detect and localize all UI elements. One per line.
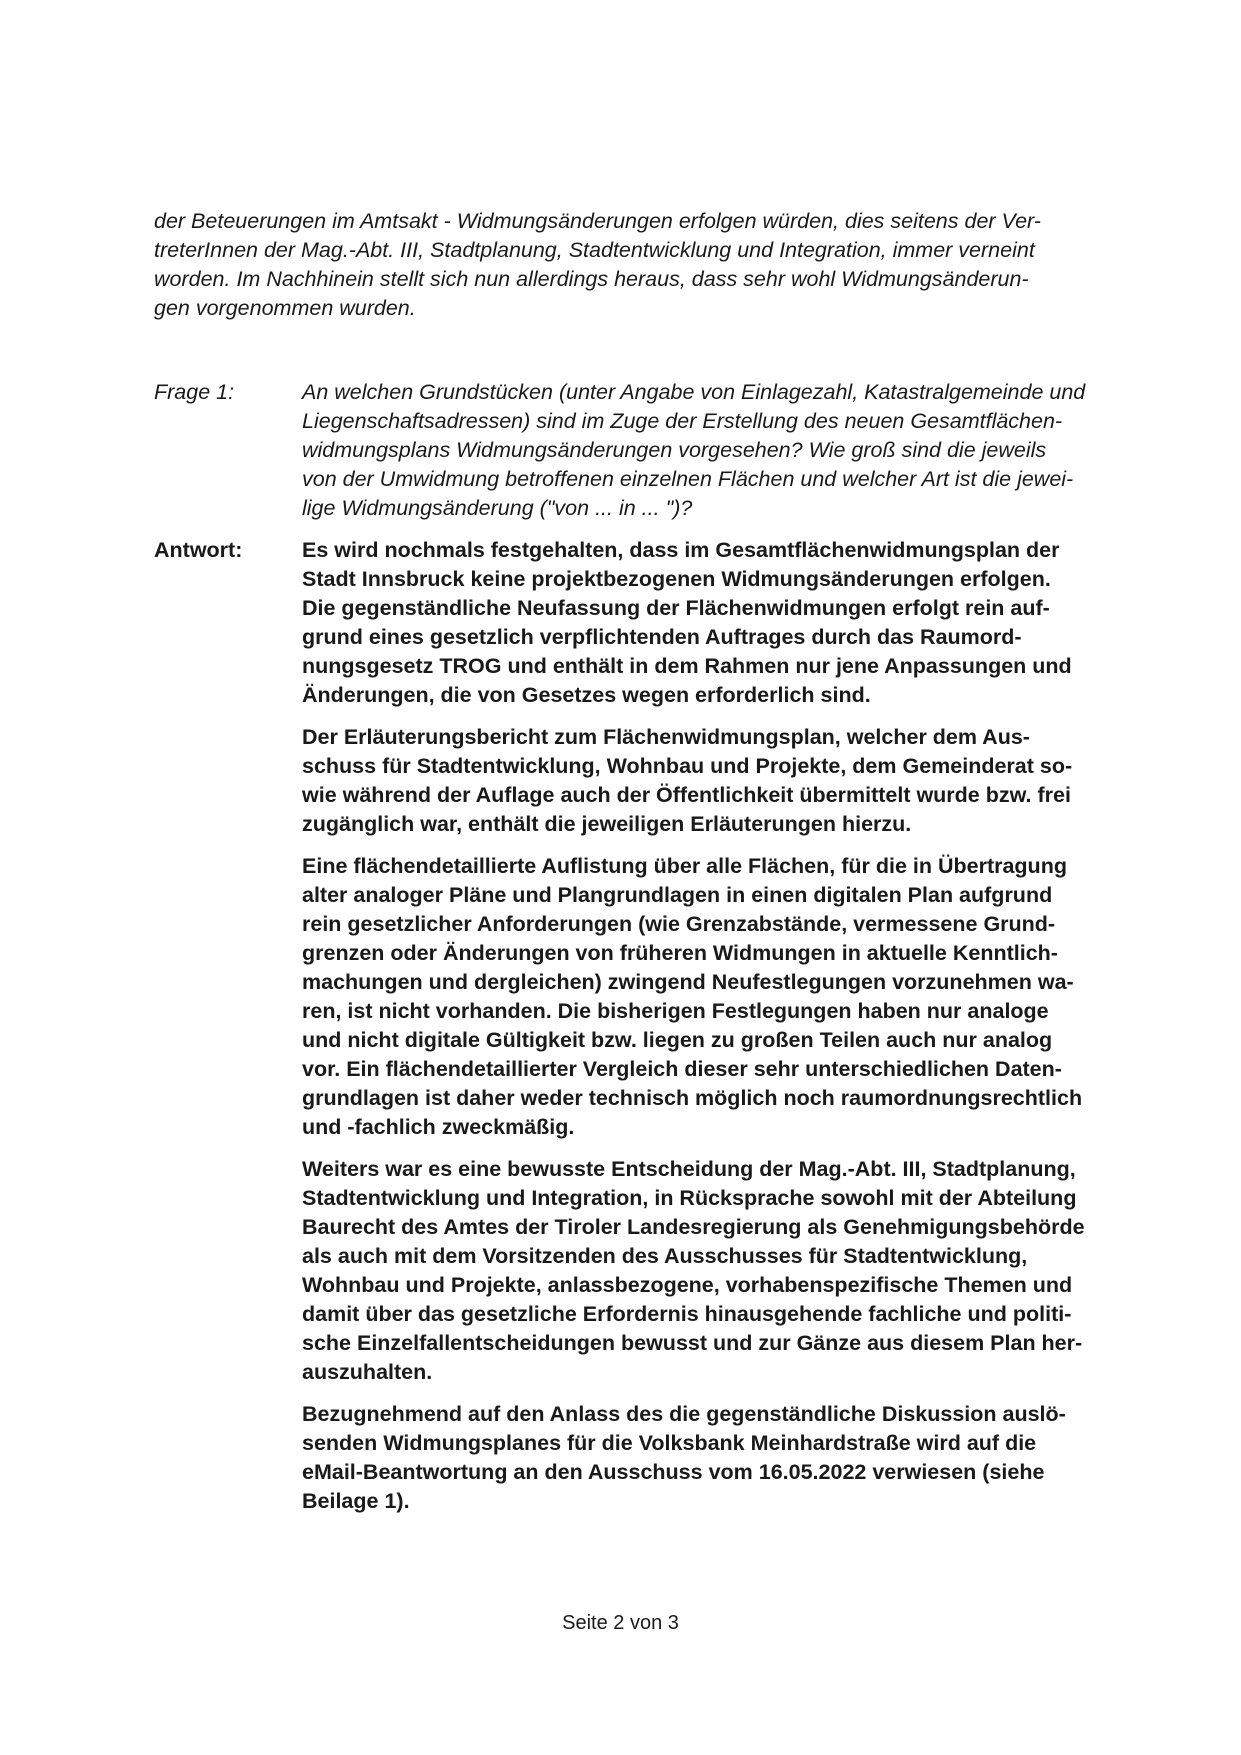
answer-line: nungsgesetz TROG und enthält in dem Rahmen nur jene Anpassungen und — [302, 654, 1072, 678]
answer-label: Antwort: — [154, 538, 243, 562]
answer-line: Eine flächendetaillierte Auflistung über alle Flächen, für die in Übertragung — [302, 854, 1067, 878]
answer-line: wie während der Auflage auch der Öffentlichkeit übermittelt wurde bzw. frei — [302, 783, 1071, 807]
answer-line: Es wird nochmals festgehalten, dass im Gesamtflächenwidmungsplan der — [302, 538, 1060, 562]
answer-line: ren, ist nicht vorhanden. Die bisherigen Festlegungen haben nur analoge — [302, 999, 1049, 1023]
answer-line: Weiters war es eine bewusste Entscheidung der Mag.-Abt. III, Stadtplanung, — [302, 1157, 1076, 1181]
page-number: Seite 2 von 3 — [562, 1612, 679, 1634]
answer-line: als auch mit dem Vorsitzenden des Ausschusses für Stadtentwicklung, — [302, 1244, 1028, 1268]
answer-line: Änderungen, die von Gesetzes wegen erforderlich sind. — [302, 683, 871, 707]
answer-line: Beilage 1). — [302, 1489, 410, 1513]
answer-line: Baurecht des Amtes der Tiroler Landesregierung als Genehmigungsbehörde — [302, 1215, 1085, 1239]
question-line: lige Widmungsänderung ("von ... in ... ")? — [302, 496, 693, 520]
answer-line: Bezugnehmend auf den Anlass des die gegenständliche Diskussion auslö- — [302, 1402, 1066, 1426]
answer-line: und -fachlich zweckmäßig. — [302, 1115, 575, 1139]
answer-line: rein gesetzlicher Anforderungen (wie Grenzabstände, vermessene Grund- — [302, 912, 1056, 936]
answer-line: Wohnbau und Projekte, anlassbezogene, vorhabenspezifische Themen und — [302, 1273, 1073, 1297]
answer-line: eMail-Beantwortung an den Ausschuss vom 16.05.2022 verwiesen (siehe — [302, 1460, 1045, 1484]
answer-line: schuss für Stadtentwicklung, Wohnbau und Projekte, dem Gemeinderat so- — [302, 754, 1073, 778]
answer-line: Stadt Innsbruck keine projektbezogenen Widmungsänderungen erfolgen. — [302, 567, 1051, 591]
answer-line: auszuhalten. — [302, 1360, 433, 1384]
answer-line: senden Widmungsplanes für die Volksbank Meinhardstraße wird auf die — [302, 1431, 1037, 1455]
question-line: Liegenschaftsadressen) sind im Zuge der Erstellung des neuen Gesamtflächen- — [302, 409, 1063, 433]
answer-line: vor. Ein flächendetaillierter Vergleich dieser sehr unterschiedlichen Daten- — [302, 1057, 1062, 1081]
answer-line: machungen und dergleichen) zwingend Neufestlegungen vorzunehmen wa- — [302, 970, 1074, 994]
question-label: Frage 1: — [154, 380, 235, 404]
answer-line: Die gegenständliche Neufassung der Flächenwidmungen erfolgt rein auf- — [302, 596, 1050, 620]
intro-line: der Beteuerungen im Amtsakt - Widmungsänderungen erfolgen würden, dies seitens der Ver- — [154, 209, 1041, 233]
answer-line: sche Einzelfallentscheidungen bewusst und zur Gänze aus diesem Plan her- — [302, 1331, 1083, 1355]
answer-line: alter analoger Pläne und Plangrundlagen in einen digitalen Plan aufgrund — [302, 883, 1053, 907]
question-line: von der Umwidmung betroffenen einzelnen Flächen und welcher Art ist die jewei- — [302, 467, 1074, 491]
intro-line: treterInnen der Mag.-Abt. III, Stadtplanung, Stadtentwicklung und Integration, immer verneint — [154, 238, 1035, 262]
answer-line: grenzen oder Änderungen von früheren Widmungen in aktuelle Kenntlich- — [302, 941, 1058, 965]
question-line: An welchen Grundstücken (unter Angabe von Einlagezahl, Katastralgemeinde und — [302, 380, 1086, 404]
intro-line: worden. Im Nachhinein stellt sich nun allerdings heraus, dass sehr wohl Widmungsänderun- — [154, 267, 1029, 291]
answer-line: Der Erläuterungsbericht zum Flächenwidmungsplan, welcher dem Aus- — [302, 725, 1030, 749]
answer-line: zugänglich war, enthält die jeweiligen Erläuterungen hierzu. — [302, 812, 912, 836]
question-line: widmungsplans Widmungsänderungen vorgesehen? Wie groß sind die jeweils — [302, 438, 1047, 462]
answer-line: grund eines gesetzlich verpflichtenden Auftrages durch das Raumord- — [302, 625, 1022, 649]
answer-line: grundlagen ist daher weder technisch möglich noch raumordnungsrechtlich — [302, 1086, 1083, 1110]
answer-line: damit über das gesetzliche Erfordernis hinausgehende fachliche und politi- — [302, 1302, 1072, 1326]
answer-line: Stadtentwicklung und Integration, in Rücksprache sowohl mit der Abteilung — [302, 1186, 1077, 1210]
intro-line: gen vorgenommen wurden. — [154, 296, 416, 320]
answer-line: und nicht digitale Gültigkeit bzw. liegen zu großen Teilen auch nur analog — [302, 1028, 1053, 1052]
